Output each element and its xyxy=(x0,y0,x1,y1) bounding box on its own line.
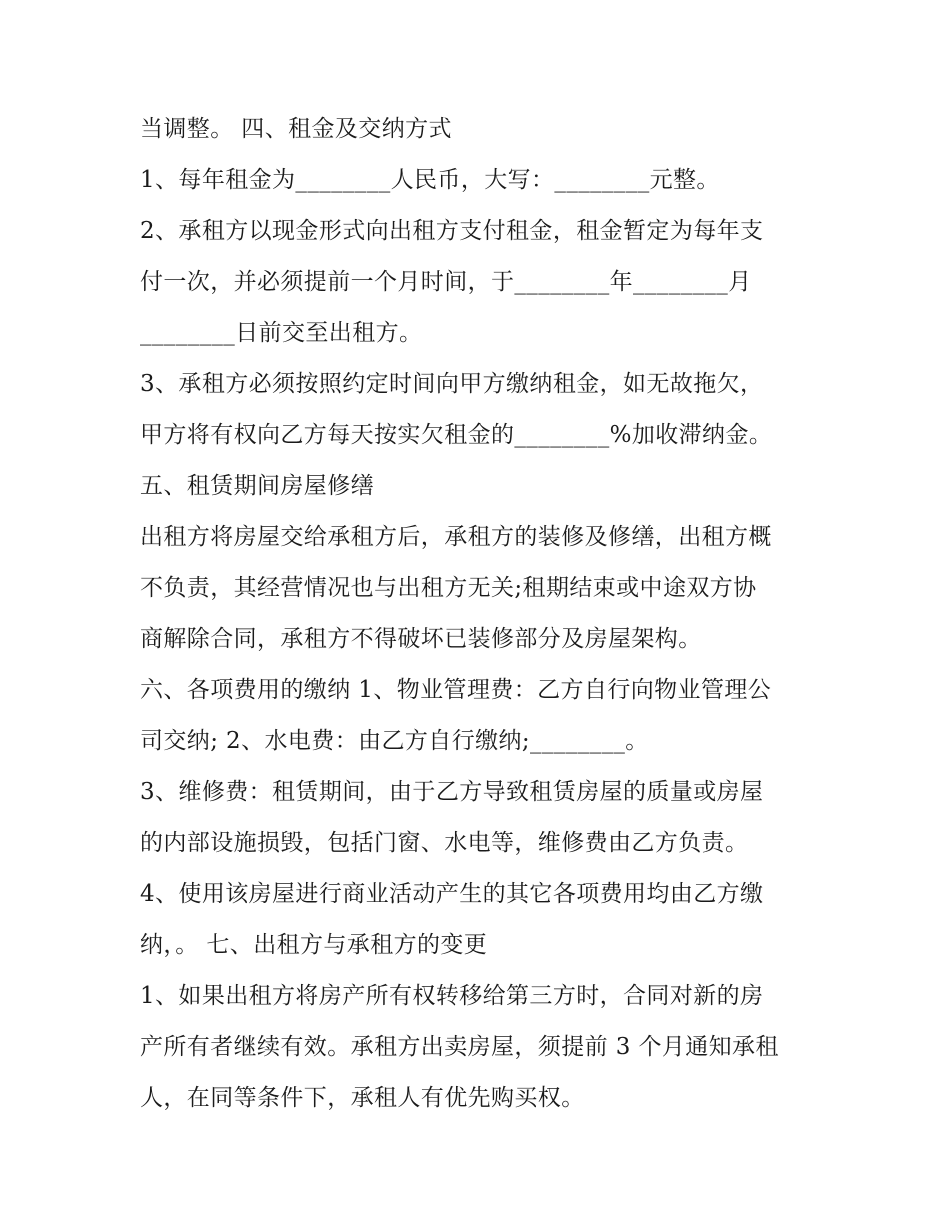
text-line-9: 出租方将房屋交给承租方后，承租方的装修及修缮，出租方概 xyxy=(140,524,772,550)
text-line-1: 当调整。 四、租金及交纳方式 xyxy=(140,116,452,142)
text-line-6: 3、承租方必须按照约定时间向甲方缴纳租金，如无故拖欠， xyxy=(140,371,764,397)
text-line-18: 1、如果出租方将房产所有权转移给第三方时，合同对新的房 xyxy=(140,983,764,1009)
text-line-7: 甲方将有权向乙方每天按实欠租金的________%加收滞纳金。 xyxy=(140,422,773,448)
text-line-10: 不负责，其经营情况也与出租方无关;租期结束或中途双方协 xyxy=(140,575,757,601)
text-line-5: ________日前交至出租方。 xyxy=(140,320,423,346)
text-line-11: 商解除合同，承租方不得破坏已装修部分及房屋架构。 xyxy=(140,626,702,652)
section-heading-5: 五、租赁期间房屋修缮 xyxy=(140,473,374,499)
text-line-2: 1、每年租金为________人民币，大写：________元整。 xyxy=(140,167,720,193)
text-line-14: 3、维修费：租赁期间，由于乙方导致租赁房屋的质量或房屋 xyxy=(140,779,764,805)
text-line-3: 2、承租方以现金形式向出租方支付租金，租金暂定为每年支 xyxy=(140,218,764,244)
document-body xyxy=(140,104,820,1124)
text-line-19: 产所有者继续有效。承租方出卖房屋，须提前 3 个月通知承租 xyxy=(140,1034,779,1060)
text-line-4: 付一次，并必须提前一个月时间，于________年________月 xyxy=(140,269,752,295)
text-line-15: 的内部设施损毁，包括门窗、水电等，维修费由乙方负责。 xyxy=(140,830,749,856)
text-line-17: 纳，。 七、出租方与承租方的变更 xyxy=(140,932,488,958)
text-line-13: 司交纳; 2、水电费：由乙方自行缴纳;________。 xyxy=(140,728,649,754)
text-line-12: 六、各项费用的缴纳 1、物业管理费：乙方自行向物业管理公 xyxy=(140,677,772,703)
text-line-20: 人，在同等条件下，承租人有优先购买权。 xyxy=(140,1085,585,1111)
text-line-16: 4、使用该房屋进行商业活动产生的其它各项费用均由乙方缴 xyxy=(140,881,764,907)
